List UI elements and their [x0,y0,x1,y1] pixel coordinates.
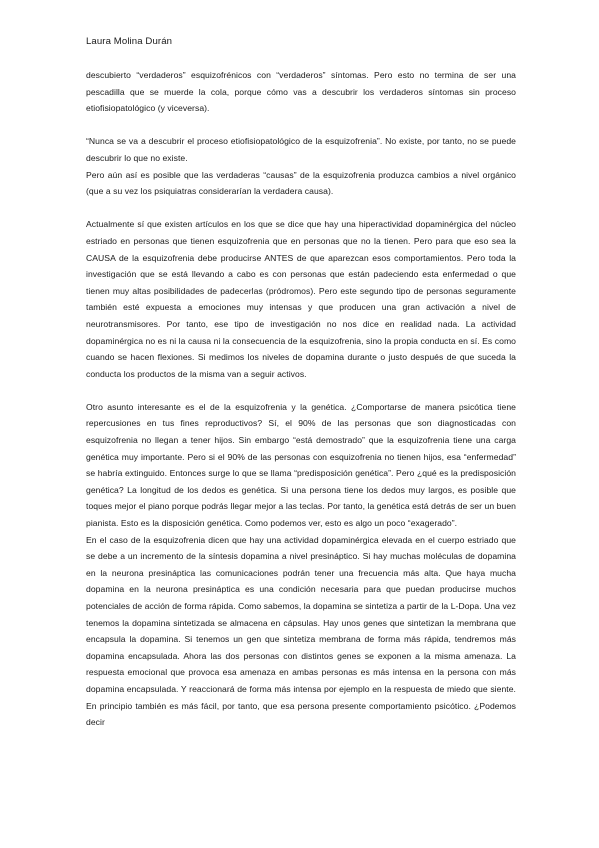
paragraph: Otro asunto interesante es el de la esquizofrenia y la genética. ¿Comportarse de manera psicótica tiene repercusiones en tus fines reproductivos? Sí, el 90% de las personas que son diagnosticadas con esquizofrenia no llegan a tener hijos. Sin embargo “está demostrado” que la esquizofrenia tiene una carga genética muy importante. Pero si el 90% de las personas con esquizofrenia no tienen hijos, esa “enfermedad” se habría extinguido. Entonces surge lo que se llama “predisposición genética”. Pero ¿qué es la predisposición genética? La longitud de los dedos es genética. Si una persona tiene los dedos muy largos, es posible que toques mejor el piano porque podrás llegar mejor a las teclas. Por tanto, la genética está detrás de ser un buen pianista. Esto es la disposición genética. Como podemos ver, esto es algo un poco “exagerado”. [86,401,516,529]
paragraph-spacer [86,117,516,134]
paragraph: Actualmente sí que existen artículos en los que se dice que hay una hiperactividad dopaminérgica del núcleo estriado en personas que tienen esquizofrenia que en personas que no la tienen. Pero para que eso sea la CAUSA de la esquizofrenia debe producirse ANTES de que aparezcan esos comportamientos. Pero toda la investigación que se está llevando a cabo es con personas que están padeciendo esta enfermedad o que tienen muy altas posibilidades de padecerlas (pródromos). Pero este segundo tipo de personas seguramente también esté expuesta a emociones muy intensas y que producen una gran activación a nivel de neurotransmisores. Por tanto, ese tipo de investigación no nos dice en realidad nada. La actividad dopaminérgica no es ni la causa ni la consecuencia de la esquizofrenia, sino la propia conducta en sí. Es como cuando se hacen flexiones. Si medimos los niveles de dopamina durante o justo después de que suceda la conducta los productos de la misma van a seguir activos. [86,219,516,379]
paragraph: descubierto “verdaderos” esquizofrénicos con “verdaderos” síntomas. Pero esto no termina de ser una pescadilla que se muerde la cola, porque cómo vas a descubrir los verdaderos síntomas sin proceso etiofisiopatológico (y viceversa). [86,70,516,114]
paragraph-spacer [86,200,516,217]
paragraph: “Nunca se va a descubrir el proceso etiofisiopatológico de la esquizofrenia”. No existe, por tanto, no se puede descubrir lo que no existe. [86,136,516,163]
paragraph-spacer [86,382,516,399]
page-header-author: Laura Molina Durán [86,36,173,47]
paragraph: En el caso de la esquizofrenia dicen que hay una actividad dopaminérgica elevada en el cuerpo estriado que se debe a un incremento de la síntesis dopamina a nivel presináptico. Si hay muchas moléculas de dopamina en la neurona presináptica las comunicaciones podrán tener una frecuencia más alta. Que haya mucha dopamina en la neurona presináptica es una condición necesaria para que puedan producirse muchos potenciales de acción de forma rápida. Como sabemos, la dopamina se sintetiza a partir de la L-Dopa. Una vez tenemos la dopamina sintetizada se almacena en cápsulas. Hay unos genes que sintetizan la membrana que encapsula la dopamina. Si tenemos un gen que sintetiza membrana de forma más rápida, tendremos más dopamina encapsulada. Ahora las dos personas con distintos genes se exponen a la misma amenaza. La respuesta emocional que provoca esa amenaza en ambas personas es más intensa en la persona con más dopamina encapsulada. Y reaccionará de forma más intensa por ejemplo en la respuesta de miedo que siente. En principio también es más fácil, por tanto, que esa persona presente comportamiento psicótico. ¿Podemos decir [86,534,516,728]
paragraph: Pero aún así es posible que las verdaderas “causas” de la esquizofrenia produzca cambios a nivel orgánico (que a su vez los psiquiatras considerarían la verdadera causa). [86,169,516,197]
body-text [86,67,516,731]
